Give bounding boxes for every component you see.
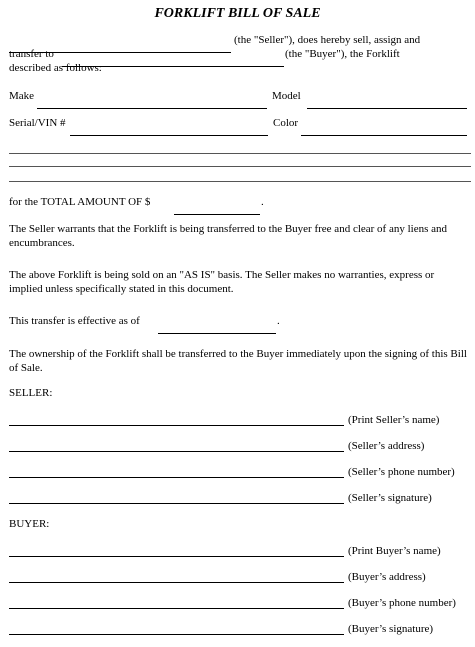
- seller-address-label: (Seller’s address): [348, 440, 425, 452]
- total-amount-label: for the TOTAL AMOUNT OF $: [9, 196, 151, 208]
- make-label: Make: [9, 90, 35, 102]
- seller-heading: SELLER:: [9, 387, 53, 399]
- buyer-print-name-line[interactable]: [9, 556, 344, 557]
- description-line[interactable]: [9, 153, 471, 154]
- seller-phone-label: (Seller’s phone number): [348, 466, 455, 478]
- buyer-signature-line[interactable]: [9, 634, 344, 635]
- buyer-address-label: (Buyer’s address): [348, 571, 426, 583]
- seller-address-line[interactable]: [9, 451, 344, 452]
- buyer-address-line[interactable]: [9, 582, 344, 583]
- effective-date-field[interactable]: [158, 323, 276, 334]
- warranty-paragraph: The Seller warrants that the Forklift is being transferred to the Buyer free and clear of any liens and encumbrances.: [9, 223, 448, 249]
- serial-label: Serial/VIN #: [9, 117, 66, 129]
- color-field[interactable]: [301, 125, 467, 136]
- described-text: described as follows:: [9, 62, 102, 74]
- buyer-print-name-label: (Print Buyer’s name): [348, 545, 441, 557]
- buyer-clause-text: (the "Buyer"), the Forklift: [285, 48, 400, 60]
- seller-signature-line[interactable]: [9, 503, 344, 504]
- as-is-paragraph: The above Forklift is being sold on an "AS IS" basis. The Seller makes no warranties, express or implied unless specifically stated in this document.: [9, 269, 435, 295]
- description-line[interactable]: [9, 181, 471, 182]
- buyer-phone-line[interactable]: [9, 608, 344, 609]
- seller-print-name-label: (Print Seller’s name): [348, 414, 440, 426]
- description-line[interactable]: [9, 166, 471, 167]
- color-label: Color: [273, 117, 299, 129]
- transfer-to-label: transfer to: [9, 48, 54, 60]
- model-label: Model: [272, 90, 301, 102]
- make-field[interactable]: [37, 98, 267, 109]
- buyer-phone-label: (Buyer’s phone number): [348, 597, 456, 609]
- seller-print-name-line[interactable]: [9, 425, 344, 426]
- seller-signature-label: (Seller’s signature): [348, 492, 432, 504]
- effective-label: This transfer is effective as of: [9, 315, 140, 327]
- buyer-heading: BUYER:: [9, 518, 50, 530]
- seller-phone-line[interactable]: [9, 477, 344, 478]
- total-amount-field[interactable]: [174, 204, 260, 215]
- buyer-signature-label: (Buyer’s signature): [348, 623, 434, 635]
- ownership-paragraph: The ownership of the Forklift shall be transferred to the Buyer immediately upon the signing of this Bill of Sale.: [9, 348, 467, 374]
- document-title: FORKLIFT BILL OF SALE: [154, 6, 321, 21]
- serial-field[interactable]: [70, 125, 268, 136]
- effective-period: .: [277, 315, 280, 327]
- seller-clause-text: (the "Seller"), does hereby sell, assign and: [234, 34, 421, 46]
- model-field[interactable]: [307, 98, 467, 109]
- total-amount-period: .: [261, 196, 264, 208]
